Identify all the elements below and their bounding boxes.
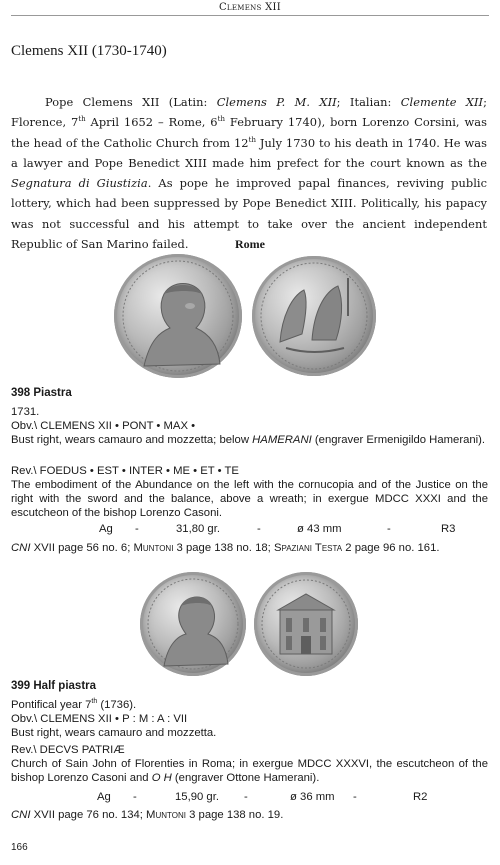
date-399: Pontifical year 7th (1736). [11, 698, 137, 711]
metal-399: Ag [97, 791, 111, 803]
references-398: CNI XVII page 56 no. 6; Muntoni 3 page 138 no. 18; Spaziani Testa 2 page 96 no. 161. [11, 542, 440, 554]
coin-obverse-398 [114, 254, 242, 378]
rarity-398: R3 [441, 523, 456, 535]
date-398: 1731. [11, 406, 40, 418]
separator: - [353, 791, 357, 803]
separator: - [133, 791, 137, 803]
separator: - [244, 791, 248, 803]
coin-reverse-399 [254, 572, 358, 676]
weight-399: 15,90 gr. [175, 791, 219, 803]
entry-title-398: 398 Piastra [11, 387, 72, 399]
entry-title-399: 399 Half piastra [11, 680, 97, 692]
header-rule [11, 15, 489, 16]
obverse-description-398: Bust right, wears camauro and mozzetta; below HAMERANI (engraver Ermenigildo Hamerani). [11, 434, 486, 446]
separator: - [257, 523, 261, 535]
page-number: 166 [11, 842, 28, 853]
allegory-engraving-icon [252, 256, 376, 376]
church-facade-icon [254, 572, 358, 676]
reverse-legend-399: Rev.\ DECVS PATRIÆ [11, 744, 125, 756]
weight-398: 31,80 gr. [176, 523, 220, 535]
running-head: Clemens XII [218, 2, 282, 13]
coin-photo-398 [114, 254, 382, 378]
rarity-399: R2 [413, 791, 428, 803]
obverse-description-399: Bust right, wears camauro and mozzetta. [11, 727, 217, 739]
intro-paragraph: Pope Clemens XII (Latin: Clemens P. M. XII; Italian: Clemente XII; Florence, 7th April 1652 – Rome, 6th February 1740), born Lorenzo Corsini, was the head of the Catholic Church from 12th July 1730 to his death in 1740. He was a lawyer and Pope Benedict XIII made him prefect for the court known as the Segnatura di Giustizia. As pope he improved papal finances, reviving public lottery, which had been suppressed by Pope Benedict XIII. Politically, his papacy was not successful and his attempt to take over the ancient independent Republic of San Marino failed. [11, 95, 488, 252]
reverse-description-399: Church of Sain John of Florenties in Roma; in exergue MDCC XXXVI, the escutcheon of the bishop Lorenzo Casoni and O H (engraver Ottone Hamerani). [11, 758, 488, 784]
bust-engraving-icon [140, 572, 246, 676]
separator: - [387, 523, 391, 535]
references-399: CNI XVII page 76 no. 134; Muntoni 3 page 138 no. 19. [11, 809, 284, 821]
coin-facts-399 [0, 791, 500, 805]
coin-reverse-398 [252, 256, 376, 376]
diameter-399: ø 36 mm [290, 791, 335, 803]
reverse-legend-398: Rev.\ FOEDUS • EST • INTER • ME • ET • TE [11, 465, 239, 477]
section-heading: Rome [235, 237, 265, 251]
separator: - [135, 523, 139, 535]
diameter-398: ø 43 mm [297, 523, 342, 535]
metal-398: Ag [99, 523, 113, 535]
obverse-legend-399: Obv.\ CLEMENS XII • P : M : A : VII [11, 713, 188, 725]
bust-engraving-icon [114, 254, 242, 378]
coin-obverse-399 [140, 572, 246, 676]
coin-photo-399 [140, 572, 360, 676]
obverse-legend-398: Obv.\ CLEMENS XII • PONT • MAX • [11, 420, 196, 432]
chapter-title: Clemens XII (1730-1740) [11, 43, 167, 59]
coin-facts-398 [0, 523, 500, 537]
reverse-description-398: The embodiment of the Abundance on the left with the cornucopia and of the Justice on the right with the sword and the balance, above a wreath; in exergue MDCC XXXI and the escutcheon of the bishop Lorenzo Casoni. [11, 479, 488, 519]
